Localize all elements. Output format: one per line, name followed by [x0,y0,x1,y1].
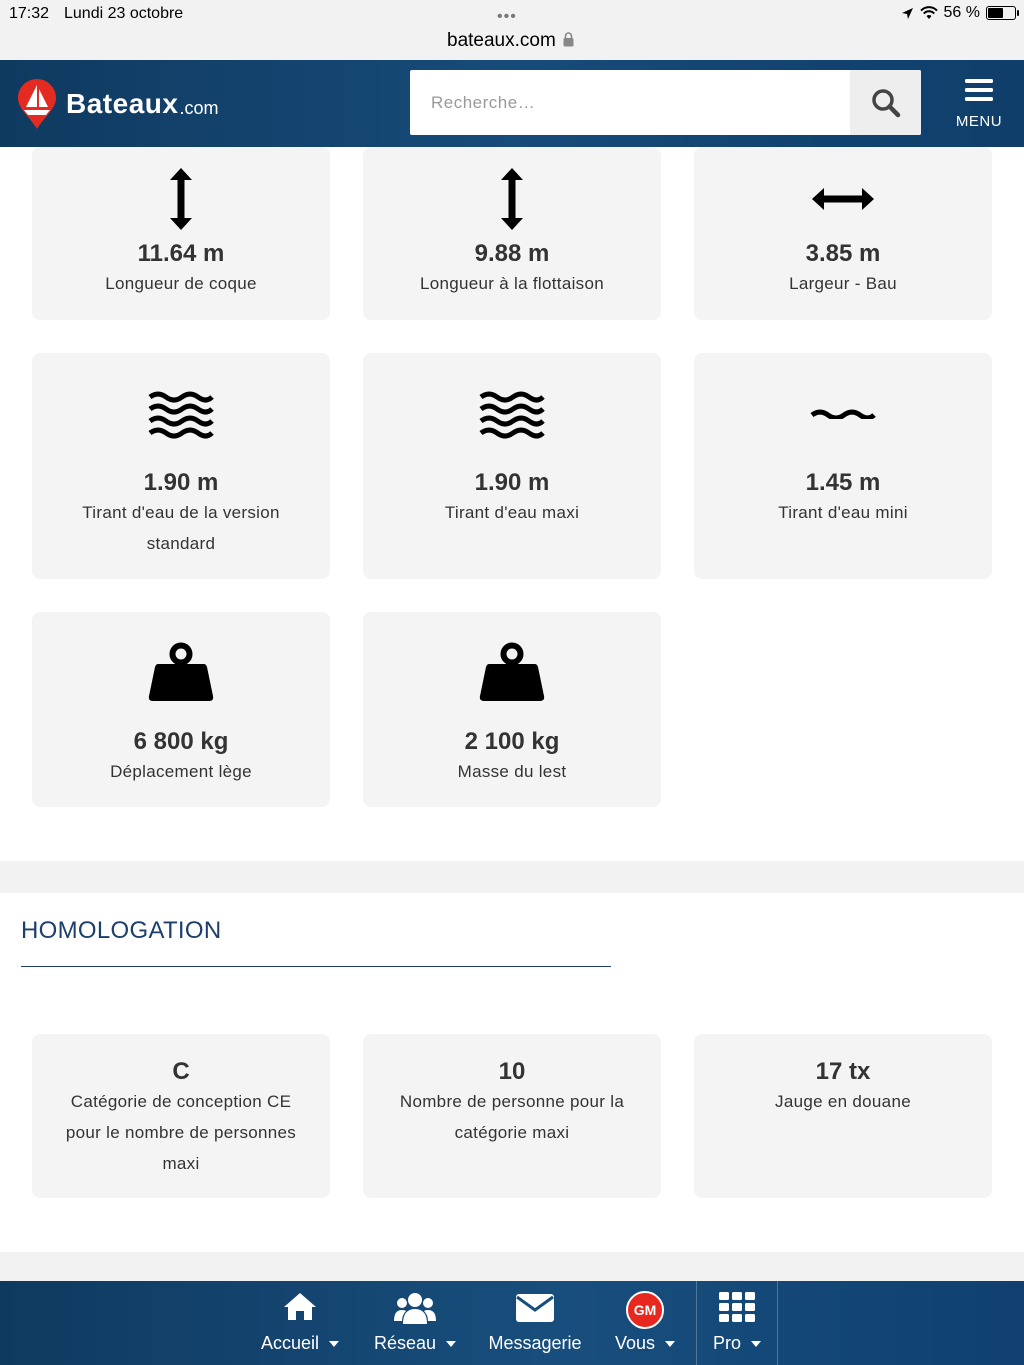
section-underline [21,966,611,967]
weight-icon [363,642,661,702]
homologation-label: Jauge en douane [775,1092,911,1111]
spec-value: 11.64 m [137,240,225,267]
address-bar-url[interactable]: bateaux.com [447,30,556,51]
spec-label: Déplacement lège [110,762,252,781]
spec-value: 9.88 m [474,240,550,267]
search-input[interactable] [410,70,850,135]
weight-icon [32,642,330,702]
horizontal-arrow-icon [694,187,992,211]
vertical-arrow-icon [363,167,661,231]
homologation-value: 17 tx [815,1058,871,1085]
homologation-value: C [172,1058,190,1085]
status-date: Lundi 23 octobre [64,5,184,22]
section-divider [0,1252,1024,1281]
spec-label: Tirant d'eau de la version standard [82,503,280,553]
spec-label: Masse du lest [457,762,567,781]
spec-label: Tirant d'eau maxi [444,503,580,522]
nav-label: Vous [614,1333,656,1353]
users-icon [394,1291,436,1325]
caret-down-icon [446,1341,456,1347]
spec-card [363,147,661,320]
status-bar [0,0,1024,60]
spec-value: 1.90 m [474,469,550,496]
grid-icon [718,1291,756,1323]
spec-label: Longueur à la flottaison [420,274,604,293]
nav-accueil[interactable] [245,1281,355,1365]
spec-card [32,612,330,807]
spec-label: Longueur de coque [105,274,257,293]
homologation-card [363,1034,661,1198]
nav-pro[interactable] [697,1281,777,1365]
status-time: 17:32 [9,5,50,22]
spec-label: Tirant d'eau mini [778,503,908,522]
nav-separator [777,1281,778,1365]
battery-icon [986,6,1016,20]
spec-card [694,147,992,320]
spec-value: 3.85 m [805,240,881,267]
spec-card [363,612,661,807]
search-icon [871,88,901,118]
menu-label: MENU [955,113,1003,130]
sailboat-logo-icon [16,77,58,131]
menu-button[interactable] [944,78,1014,130]
lock-icon [563,32,574,47]
search-button[interactable] [850,70,921,135]
nav-vous[interactable] [595,1281,695,1365]
spec-value: 1.90 m [143,469,219,496]
spec-value: 2 100 kg [464,728,560,755]
location-icon [901,7,914,20]
homologation-value: 10 [498,1058,526,1085]
battery-percent: 56 % [943,4,980,21]
bottom-nav [0,1281,1024,1365]
spec-card [694,353,992,579]
waves-icon [32,389,330,439]
status-indicators [901,4,1016,22]
wifi-icon [920,6,938,20]
brand-tld: .com [179,97,219,118]
site-header [0,60,1024,147]
spec-value: 6 800 kg [133,728,229,755]
section-title-homologation: HOMOLOGATION [21,917,222,944]
wave-line-icon [694,407,992,419]
homologation-card [694,1034,992,1198]
nav-label: Réseau [373,1333,437,1353]
home-icon [283,1291,317,1321]
nav-messagerie[interactable] [480,1281,590,1365]
brand-name: Bateaux [66,88,179,119]
vertical-arrow-icon [32,167,330,231]
spec-label: Largeur - Bau [789,274,897,293]
spec-card [32,147,330,320]
spec-card [32,353,330,579]
avatar: GM [626,1291,664,1329]
nav-label: Messagerie [488,1333,582,1353]
spec-value: 1.45 m [805,469,881,496]
tab-dots-icon[interactable]: ••• [497,8,517,25]
caret-down-icon [665,1341,675,1347]
caret-down-icon [751,1341,761,1347]
spec-card [363,353,661,579]
homologation-card [32,1034,330,1198]
hamburger-icon [964,78,994,102]
site-logo[interactable] [16,77,218,131]
nav-reseau[interactable] [360,1281,470,1365]
section-divider [0,861,1024,893]
nav-label: Accueil [260,1333,320,1353]
waves-icon [363,389,661,439]
envelope-icon [515,1291,555,1323]
homologation-label: Nombre de personne pour la catégorie maxi [399,1092,625,1142]
caret-down-icon [329,1341,339,1347]
homologation-label: Catégorie de conception CE pour le nombre de personnes maxi [65,1092,297,1173]
search-bar [410,70,921,135]
nav-label: Pro [712,1333,741,1353]
